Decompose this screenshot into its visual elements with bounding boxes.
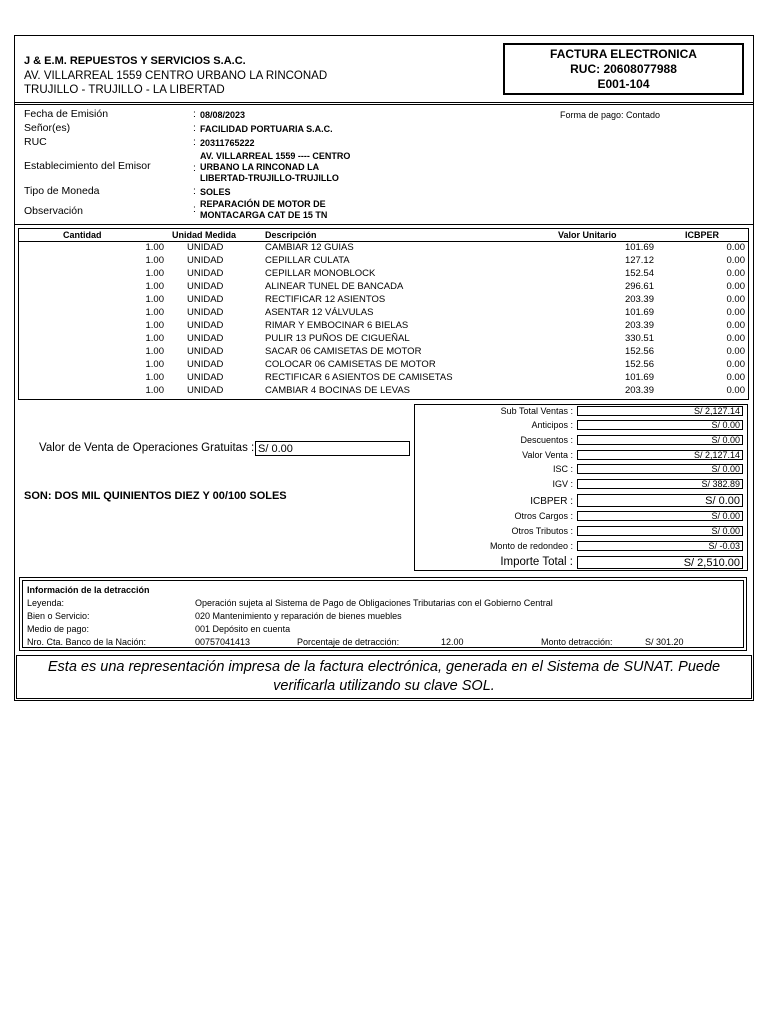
table-row — [19, 307, 748, 320]
cell-desc: RECTIFICAR 6 ASIENTOS DE CAMISETAS — [265, 372, 453, 383]
estab-value-3: LIBERTAD-TRUJILLO-TRUJILLO — [200, 173, 339, 183]
cell-icbper: 0.00 — [726, 359, 745, 370]
colon: : — [193, 203, 196, 215]
cell-qty: 1.00 — [145, 372, 164, 383]
header-divider — [15, 102, 753, 103]
cell-desc: SACAR 06 CAMISETAS DE MOTOR — [265, 346, 422, 357]
cell-desc: CAMBIAR 12 GUIAS — [265, 242, 354, 253]
obs-value-2: MONTACARGA CAT DE 15 TN — [200, 210, 328, 220]
cell-qty: 1.00 — [145, 268, 164, 279]
cell-icbper: 0.00 — [726, 255, 745, 266]
cell-valor-unitario: 203.39 — [624, 320, 654, 331]
detraccion-title: Información de la detracción — [27, 585, 150, 595]
col-header-descripcion: Descripción — [265, 230, 317, 240]
company-address: AV. VILLARREAL 1559 CENTRO URBANO LA RINCONAD — [24, 70, 328, 82]
cell-um: UNIDAD — [187, 346, 224, 357]
table-row — [19, 320, 748, 333]
cell-qty: 1.00 — [145, 294, 164, 305]
redondeo-label: Monto de redondeo : — [489, 541, 573, 551]
ruc-label: RUC — [24, 136, 47, 148]
medio-value: 001 Depósito en cuenta — [195, 624, 291, 634]
porcentaje-label: Porcentaje de detracción: — [297, 637, 400, 647]
estab-value-2: URBANO LA RINCONAD LA — [200, 162, 320, 172]
igv-value: S/ 382.89 — [577, 479, 743, 489]
cell-qty: 1.00 — [145, 359, 164, 370]
estab-label: Establecimiento del Emisor — [24, 160, 151, 172]
cell-qty: 1.00 — [145, 307, 164, 318]
subtotal-value: S/ 2,127.14 — [577, 406, 743, 416]
subtotal-label: Sub Total Ventas : — [500, 406, 573, 416]
colon: : — [193, 185, 196, 197]
cell-valor-unitario: 127.12 — [624, 255, 654, 266]
table-row — [19, 255, 748, 268]
redondeo-value: S/ -0.03 — [577, 541, 743, 551]
cell-qty: 1.00 — [145, 333, 164, 344]
table-row — [19, 346, 748, 359]
table-row — [19, 268, 748, 281]
cell-um: UNIDAD — [187, 294, 224, 305]
cell-icbper: 0.00 — [726, 346, 745, 357]
cell-desc: CEPILLAR MONOBLOCK — [265, 268, 376, 279]
cell-valor-unitario: 152.54 — [624, 268, 654, 279]
table-row — [19, 294, 748, 307]
table-row — [19, 242, 748, 255]
descuentos-value: S/ 0.00 — [577, 435, 743, 445]
leyenda-label: Leyenda: — [27, 598, 65, 608]
col-header-valor-unitario: Valor Unitario — [558, 230, 617, 240]
cell-valor-unitario: 101.69 — [624, 372, 654, 383]
cell-desc: ALINEAR TUNEL DE BANCADA — [265, 281, 404, 292]
porcentaje-value: 12.00 — [441, 637, 464, 647]
cell-valor-unitario: 152.56 — [624, 346, 654, 357]
cuenta-value: 00757041413 — [195, 637, 251, 647]
table-row — [19, 385, 748, 398]
cell-valor-unitario: 203.39 — [624, 385, 654, 396]
cell-valor-unitario: 101.69 — [624, 242, 654, 253]
cell-um: UNIDAD — [187, 385, 224, 396]
anticipos-label: Anticipos : — [531, 420, 573, 430]
colon: : — [193, 108, 196, 120]
otros-tributos-value: S/ 0.00 — [577, 526, 743, 536]
cell-valor-unitario: 152.56 — [624, 359, 654, 370]
otros-tributos-label: Otros Tributos : — [511, 526, 573, 536]
senor-label: Señor(es) — [24, 122, 71, 134]
issuer-ruc: RUC: 20608077988 — [570, 61, 677, 76]
anticipos-value: S/ 0.00 — [577, 420, 743, 430]
company-city: TRUJILLO - TRUJILLO - LA LIBERTAD — [24, 84, 225, 96]
senor-value: FACILIDAD PORTUARIA S.A.C. — [200, 124, 333, 134]
cell-valor-unitario: 101.69 — [624, 307, 654, 318]
cell-icbper: 0.00 — [726, 385, 745, 396]
obs-value-1: REPARACIÓN DE MOTOR DE — [200, 199, 326, 209]
invoice-number: E001-104 — [597, 76, 650, 91]
cell-um: UNIDAD — [187, 359, 224, 370]
sunat-note — [16, 655, 752, 699]
fecha-value: 08/08/2023 — [200, 110, 246, 120]
invoice-id-box — [503, 43, 744, 95]
cell-qty: 1.00 — [145, 242, 164, 253]
cell-icbper: 0.00 — [726, 333, 745, 344]
importe-total-value: S/ 2,510.00 — [577, 556, 743, 569]
col-header-icbper: ICBPER — [685, 230, 720, 240]
fields-divider — [15, 224, 753, 225]
otros-cargos-label: Otros Cargos : — [514, 511, 573, 521]
importe-total-label: Importe Total : — [500, 556, 573, 568]
monto-value: S/ 301.20 — [645, 637, 684, 647]
cell-desc: RIMAR Y EMBOCINAR 6 BIELAS — [265, 320, 409, 331]
colon: : — [193, 122, 196, 134]
gratuitas-value: S/ 0.00 — [255, 441, 410, 456]
cell-valor-unitario: 203.39 — [624, 294, 654, 305]
company-name: J & E.M. REPUESTOS Y SERVICIOS S.A.C. — [24, 55, 246, 67]
cell-um: UNIDAD — [187, 372, 224, 383]
cell-desc: CAMBIAR 4 BOCINAS DE LEVAS — [265, 385, 411, 396]
cell-icbper: 0.00 — [726, 320, 745, 331]
icbper-label: ICBPER : — [530, 496, 573, 507]
cell-um: UNIDAD — [187, 268, 224, 279]
payment-form: Forma de pago: Contado — [560, 110, 661, 120]
col-header-cantidad: Cantidad — [63, 230, 102, 240]
cell-desc: PULIR 13 PUÑOS DE CIGUEÑAL — [265, 333, 410, 344]
col-header-unidad: Unidad Medida — [172, 230, 237, 240]
cell-valor-unitario: 330.51 — [624, 333, 654, 344]
cell-valor-unitario: 296.61 — [624, 281, 654, 292]
amount-in-words: SON: DOS MIL QUINIENTOS DIEZ Y 00/100 SOLES — [24, 490, 287, 502]
ruc-value: 20311765222 — [200, 138, 255, 148]
cell-um: UNIDAD — [187, 307, 224, 318]
moneda-label: Tipo de Moneda — [24, 185, 100, 197]
cell-qty: 1.00 — [145, 281, 164, 292]
cell-qty: 1.00 — [145, 255, 164, 266]
cell-um: UNIDAD — [187, 333, 224, 344]
igv-label: IGV : — [552, 479, 573, 489]
cell-icbper: 0.00 — [726, 268, 745, 279]
cell-desc: RECTIFICAR 12 ASIENTOS — [265, 294, 386, 305]
obs-label: Observación — [24, 205, 83, 217]
medio-label: Medio de pago: — [27, 624, 90, 634]
monto-label: Monto detracción: — [541, 637, 613, 647]
invoice-type: FACTURA ELECTRONICA — [550, 46, 697, 61]
cell-qty: 1.00 — [145, 346, 164, 357]
descuentos-label: Descuentos : — [520, 435, 573, 445]
valor-venta-label: Valor Venta : — [522, 450, 573, 460]
cell-icbper: 0.00 — [726, 294, 745, 305]
valor-venta-value: S/ 2,127.14 — [577, 450, 743, 460]
cell-um: UNIDAD — [187, 255, 224, 266]
cell-icbper: 0.00 — [726, 372, 745, 383]
colon: : — [193, 136, 196, 148]
cell-desc: CEPILLAR CULATA — [265, 255, 350, 266]
cell-um: UNIDAD — [187, 281, 224, 292]
table-row — [19, 333, 748, 346]
table-row — [19, 359, 748, 372]
cell-qty: 1.00 — [145, 385, 164, 396]
otros-cargos-value: S/ 0.00 — [577, 511, 743, 521]
moneda-value: SOLES — [200, 187, 231, 197]
sunat-note-text: Esta es una representación impresa de la factura electrónica, generada en el Sistema de SUNAT. Puede verificarla utilizando su clave SOL. — [47, 659, 721, 694]
cuenta-label: Nro. Cta. Banco de la Nación: — [27, 637, 147, 647]
icbper-value: S/ 0.00 — [577, 494, 743, 507]
cell-icbper: 0.00 — [726, 242, 745, 253]
table-row — [19, 281, 748, 294]
estab-value-1: AV. VILLARREAL 1559 ---- CENTRO — [200, 151, 351, 161]
isc-value: S/ 0.00 — [577, 464, 743, 474]
gratuitas-label: Valor de Venta de Operaciones Gratuitas : — [39, 442, 255, 454]
bien-value: 020 Mantenimiento y reparación de bienes muebles — [195, 611, 402, 621]
isc-label: ISC : — [552, 464, 573, 474]
cell-um: UNIDAD — [187, 320, 224, 331]
table-row — [19, 372, 748, 385]
header-divider-2 — [15, 104, 753, 105]
cell-desc: ASENTAR 12 VÁLVULAS — [265, 307, 374, 318]
cell-qty: 1.00 — [145, 320, 164, 331]
cell-icbper: 0.00 — [726, 307, 745, 318]
cell-icbper: 0.00 — [726, 281, 745, 292]
colon: : — [193, 162, 196, 174]
cell-desc: COLOCAR 06 CAMISETAS DE MOTOR — [265, 359, 436, 370]
cell-um: UNIDAD — [187, 242, 224, 253]
bien-label: Bien o Servicio: — [27, 611, 90, 621]
leyenda-value: Operación sujeta al Sistema de Pago de Obligaciones Tributarias con el Gobierno Central — [195, 598, 553, 608]
fecha-label: Fecha de Emisión — [24, 108, 109, 120]
